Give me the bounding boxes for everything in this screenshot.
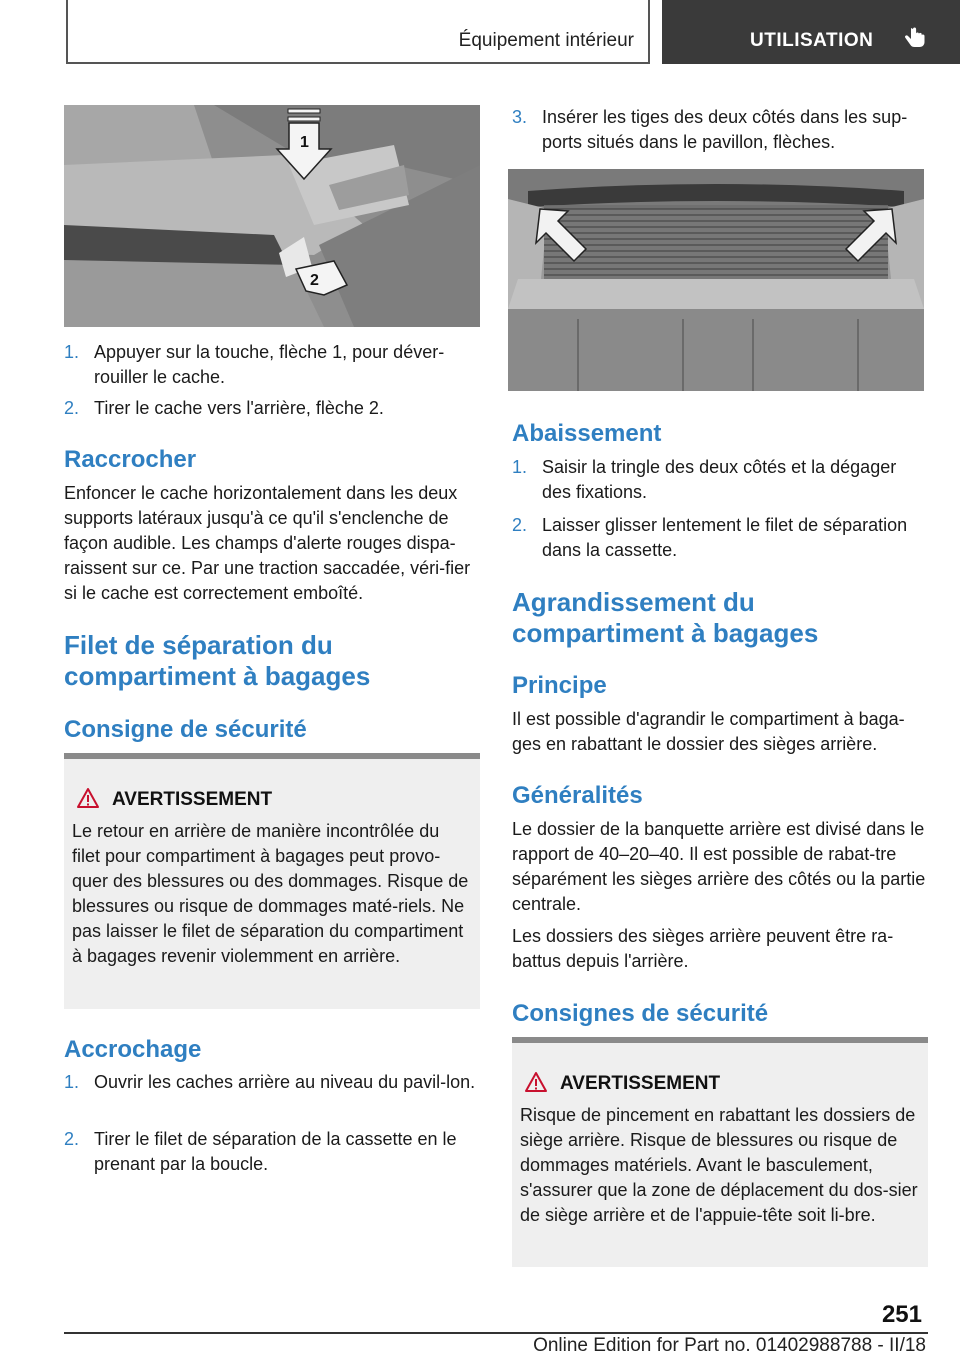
list-item: [64, 1127, 480, 1177]
warning-text: Risque de pincement en rabattant les dossiers de siège arrière. Risque de blessures ou risque de dommages matériels. Avant le basculement, s'assurer que la zone de déplacement du dos-sier de siège arrière et de l'appuie-tête soit li-bre.: [520, 1105, 918, 1225]
list-text: Insérer les tiges des deux côtés dans les sup-ports situés dans le pavillon, flèches.: [542, 107, 908, 152]
list-text: Tirer le cache vers l'arrière, flèche 2.: [94, 398, 384, 418]
figure-separation-net: [508, 169, 924, 391]
figure-cargo-cover-release: [64, 105, 480, 327]
paragraph-generalites-1: Le dossier de la banquette arrière est divisé dans le rapport de 40–20–40. Il est possible de rabat-tre séparément les sièges arrière des côtés ou la partie centrale.: [512, 819, 926, 914]
footer-divider: [64, 1332, 928, 1334]
heading-generalites: Généralités: [512, 782, 643, 809]
list-text: Ouvrir les caches arrière au niveau du pavil-lon.: [94, 1072, 476, 1092]
paragraph-generalites-2: Les dossiers des sièges arrière peuvent être ra-battus depuis l'arrière.: [512, 926, 894, 971]
list-item: [64, 396, 480, 421]
section-title: Équipement intérieur: [458, 30, 634, 51]
list-text: Appuyer sur la touche, flèche 1, pour déver-rouiller le cache.: [94, 342, 445, 387]
list-item: [512, 455, 928, 505]
paragraph-principe: Il est possible d'agrandir le compartiment à baga-ges en rabattant le dossier des sièges arrière.: [512, 709, 905, 754]
warning-box: [64, 753, 480, 1009]
edition-footer: Online Edition for Part no. 01402988788 - II/18: [533, 1335, 926, 1356]
heading-agrandissement: Agrandissement du compartiment à bagages: [512, 587, 819, 648]
heading-consigne: Consigne de sécurité: [64, 716, 307, 743]
chapter-title: UTILISATION: [750, 30, 874, 51]
warning-triangle-icon: [76, 787, 100, 809]
list-item: [64, 1070, 480, 1120]
warning-title: AVERTISSEMENT: [560, 1073, 721, 1094]
page-number: 251: [881, 1301, 922, 1328]
running-header-section: [66, 0, 650, 64]
list-text: Tirer le filet de séparation de la cassette en le prenant par la boucle.: [94, 1129, 457, 1174]
paragraph-raccrocher: Enfoncer le cache horizontalement dans les deux supports latéraux jusqu'à ce qu'il s'enclenche de façon audible. Les champs d'alerte rouges dispa-raissent sur ce. Par une traction saccadée, véri-fier si le cache est correctement emboîté.: [64, 483, 471, 603]
list-number: 3.: [512, 107, 528, 127]
list-item: [64, 340, 480, 390]
list-item: [512, 105, 928, 155]
warning-triangle-icon: [524, 1071, 548, 1093]
hand-pointer-icon: [902, 26, 926, 52]
warning-title: AVERTISSEMENT: [112, 789, 273, 810]
running-header-chapter-tab[interactable]: [662, 0, 960, 64]
figure1-label-1: 1: [300, 134, 309, 151]
heading-filet: Filet de séparation du compartiment à bagages: [64, 630, 371, 691]
heading-principe: Principe: [512, 672, 607, 699]
list-text: Saisir la tringle des deux côtés et la dégager des fixations.: [542, 457, 897, 502]
list-text: Laisser glisser lentement le filet de séparation dans la cassette.: [542, 515, 908, 560]
warning-text: Le retour en arrière de manière incontrôlée du filet pour compartiment à bagages peut provo-quer des blessures ou des dommages. Risque de blessures ou risque de dommages maté-riels. Ne pas laisser le filet de séparation du compartiment à bagages revenir violemment en arrière.: [72, 821, 469, 966]
list-number: 2.: [64, 398, 80, 418]
list-item: [512, 513, 928, 563]
figure1-label-2: 2: [310, 272, 319, 289]
heading-raccrocher: Raccrocher: [64, 446, 197, 473]
heading-accrochage: Accrochage: [64, 1036, 202, 1063]
heading-consignes: Consignes de sécurité: [512, 1000, 769, 1027]
list-number: 1.: [512, 457, 528, 477]
list-number: 1.: [64, 1072, 80, 1092]
list-number: 2.: [64, 1129, 80, 1149]
warning-box: [512, 1037, 928, 1267]
heading-abaissement: Abaissement: [512, 420, 662, 447]
list-number: 1.: [64, 342, 80, 362]
list-number: 2.: [512, 515, 528, 535]
